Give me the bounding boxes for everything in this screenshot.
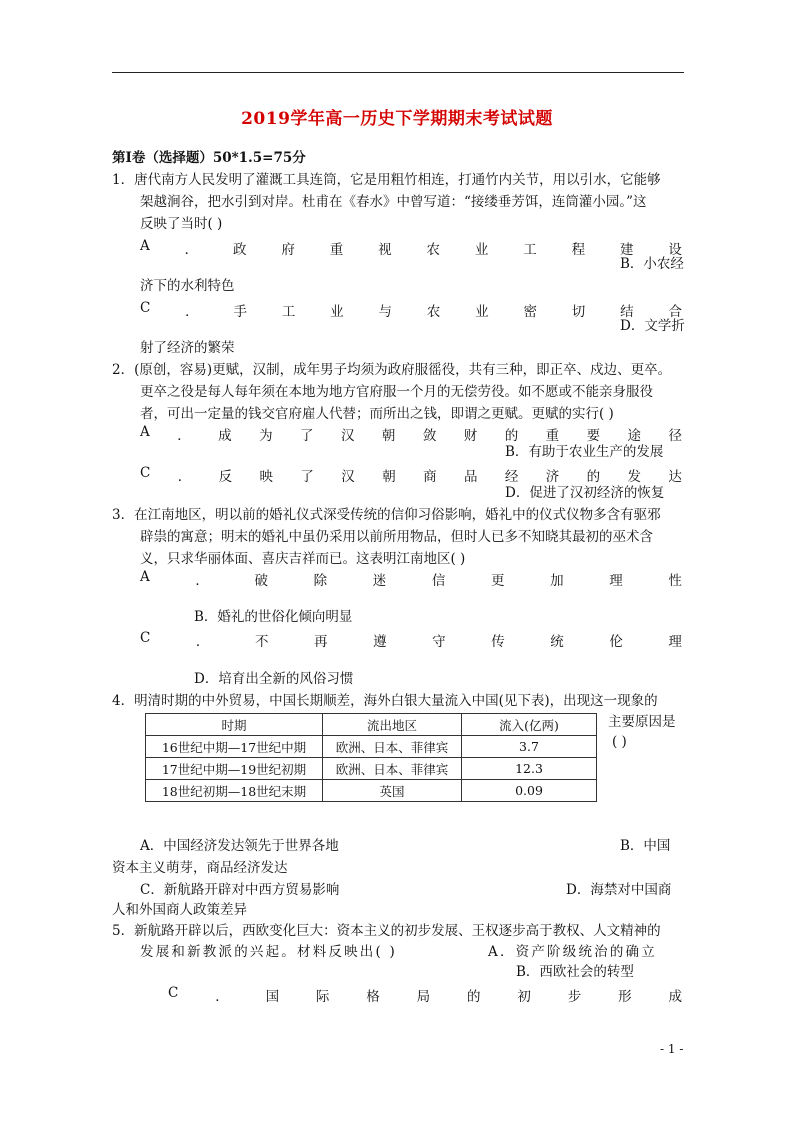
table-row [146,758,597,780]
table-cell: 12.3 [462,758,597,780]
q4-option-d-cont: 人和外国商人政策差异 [112,902,247,918]
page-number: - 1 - [660,1042,684,1056]
q1-line-2: 架越涧谷，把水引到对岸。杜甫在《春水》中曾写道：“接缕垂芳饵，连筒灌小园。”这 [140,194,647,210]
q5-line-1: 5．新航路开辟以后，西欧变化巨大：资本主义的初步发展、王权逐步高于教权、人文精神的 [112,923,661,939]
q4-side-text-2: ( ) [612,734,627,750]
q3-option-b: B．婚礼的世俗化倾向明显 [194,609,353,625]
q3-option-c: C ． 不 再 遵 守 传 统 伦 理 [140,630,682,650]
silver-inflow-table [145,713,597,802]
table-cell: 18世纪初期—18世纪末期 [146,780,323,802]
q2-line-3: 者，可出一定量的钱交官府雇人代替；而所出之钱，即谓之更赋。更赋的实行( ) [140,406,614,422]
q4-option-b-cont: 资本主义萌芽，商品经济发达 [112,860,288,876]
q4-option-d: D．海禁对中国商 [566,882,672,898]
q1-line-3: 反映了当时( ) [140,216,223,232]
page-title: 2019学年高一历史下学期期末考试试题 [241,109,553,129]
q1-option-d: D．文学折 [620,318,685,334]
q5-option-b: B．西欧社会的转型 [516,964,634,980]
table-cell: 0.09 [462,780,597,802]
q4-option-b: B．中国 [620,838,671,854]
q4-side-text-1: 主要原因是 [608,714,676,730]
table-row [146,736,597,758]
table-row [146,780,597,802]
q4-option-a: A．中国经济发达领先于世界各地 [140,838,339,854]
q4-option-c: C．新航路开辟对中西方贸易影响 [140,882,340,898]
q1-line-1: 1．唐代南方人民发明了灌溉工具连筒，它是用粗竹相连，打通竹内关节，用以引水，它能够 [112,172,661,188]
q3-option-d: D．培育出全新的风俗习惯 [194,671,354,687]
q3-line-3: 义，只求华丽体面、喜庆吉祥而已。这表明江南地区( ) [140,551,466,567]
q2-line-1: 2．(原创，容易)更赋，汉制，成年男子均须为政府服徭役，共有三种，即正卒、戍边、更卒。 [112,362,672,378]
q3-line-2: 辟祟的寓意；明末的婚礼中虽仍采用以前所用物品，但时人已多不知晓其最初的巫术含 [140,529,653,545]
table-cell: 欧洲、日本、菲律宾 [323,758,462,780]
q1-option-a: A ． 政 府 重 视 农 业 工 程 建 设 [140,238,682,258]
table-cell: 英国 [323,780,462,802]
section-heading: 第Ⅰ卷（选择题）50*1.5=75分 [112,150,306,166]
table-cell: 欧洲、日本、菲律宾 [323,736,462,758]
q3-option-a: A ． 破 除 迷 信 更 加 理 性 [140,569,682,589]
table-cell: 16世纪中期—17世纪中期 [146,736,323,758]
table-header-row [146,714,597,736]
q5-line-2: 发展和新教派的兴起。材料反映出( ) [140,944,397,960]
table-cell: 3.7 [462,736,597,758]
q2-option-c: C ． 反 映 了 汉 朝 商 品 经 济 的 发 达 [140,465,682,485]
q3-line-1: 3．在江南地区，明以前的婚礼仪式深受传统的信仰习俗影响，婚礼中的仪式仪物多含有驱邪 [112,507,661,523]
table-header-cell: 流入(亿两) [462,714,597,736]
q1-option-c: C ． 手 工 业 与 农 业 密 切 结 合 [140,300,682,320]
q2-option-a: A ． 成 为 了 汉 朝 敛 财 的 重 要 途 径 [140,424,682,444]
header-rule [112,72,684,73]
q1-option-b-cont: 济下的水利特色 [140,278,235,294]
q5-option-c: C ． 国 际 格 局 的 初 步 形 成 [168,985,682,1005]
q2-line-2: 更卒之役是每人每年须在本地为地方官府服一个月的无偿劳役。如不愿或不能亲身服役 [140,384,653,400]
table-header-cell: 时期 [146,714,323,736]
q4-line-1: 4．明清时期的中外贸易，中国长期顺差，海外白银大量流入中国(见下表)，出现这一现象的 [112,693,658,709]
q1-option-d-cont: 射了经济的繁荣 [140,340,235,356]
q2-option-d: D．促进了汉初经济的恢复 [505,485,665,501]
q5-option-a: A．资产阶级统治的确立 [488,944,657,960]
table-cell: 17世纪中期—19世纪初期 [146,758,323,780]
table-header-cell: 流出地区 [323,714,462,736]
q1-option-b: B．小农经 [620,256,684,272]
q2-option-b: B．有助于农业生产的发展 [505,444,664,460]
